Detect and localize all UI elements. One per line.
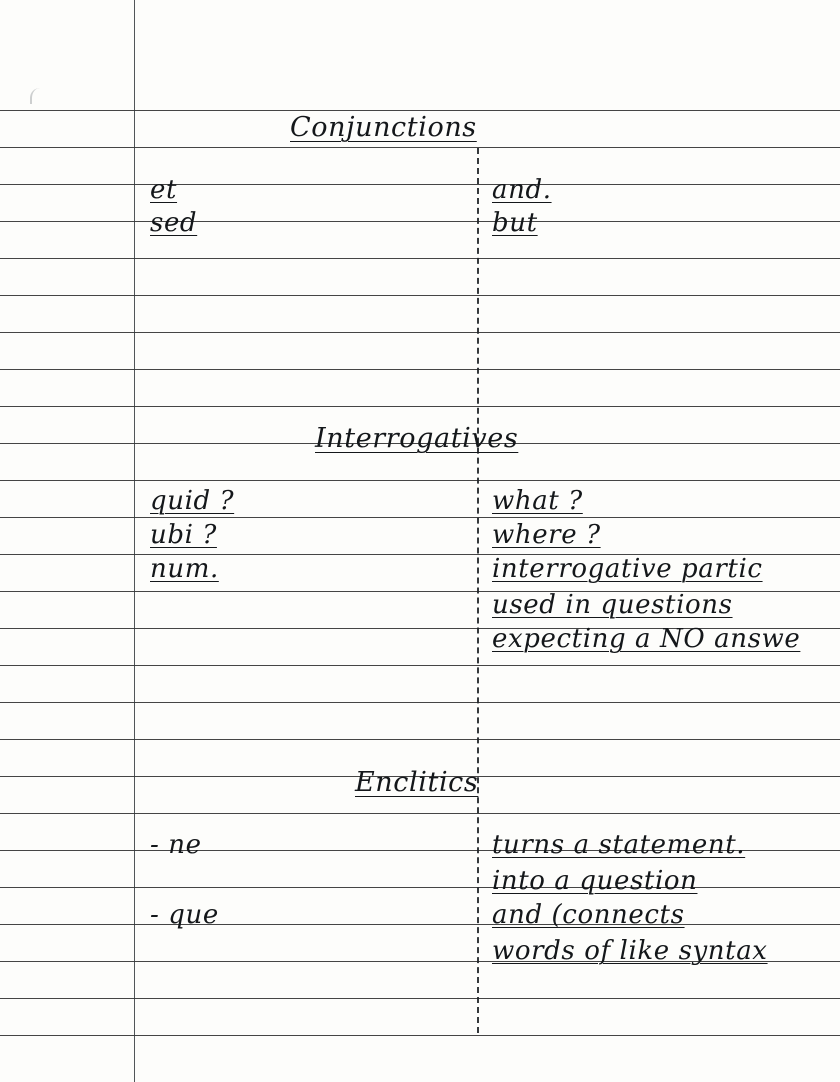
entry-english-what: what ? [492,486,583,516]
margin-rule-line [134,0,135,1082]
entry-latin-ubi: ubi ? [150,520,217,550]
rule-line [0,147,840,148]
section-title-interrogatives: Interrogatives [315,423,519,454]
entry-english-turns-statement: turns a statement. [492,830,746,860]
entry-english-expecting-no-answer: expecting a NO answe [492,624,801,654]
entry-latin-et: et [150,175,178,205]
entry-english-but: but [492,208,538,238]
rule-line [0,887,840,888]
entry-latin-que: - que [150,900,219,930]
entry-latin-num: num. [150,554,219,584]
rule-line [0,221,840,222]
entry-english-and-connects: and (connects [492,900,685,930]
rule-line [0,184,840,185]
entry-english-like-syntax: words of like syntax [492,936,768,966]
rule-line [0,110,840,111]
entry-latin-sed: sed [150,208,198,238]
rule-line [0,332,840,333]
rule-line [0,998,840,999]
rule-line [0,702,840,703]
rule-line [0,258,840,259]
section-title-enclitics: Enclitics [355,767,479,798]
entry-english-into-question: into a question [492,866,698,896]
rule-line [0,813,840,814]
rule-line [0,739,840,740]
rule-line [0,480,840,481]
entry-latin-quid: quid ? [150,486,235,516]
column-divider-line [477,148,479,1033]
rule-line [0,295,840,296]
entry-english-and: and. [492,175,552,205]
entry-latin-ne: - ne [150,830,202,860]
entry-english-interrogative-particle: interrogative partic [492,554,763,584]
rule-line [0,406,840,407]
rule-line [0,665,840,666]
rule-line [0,924,840,925]
section-title-conjunctions: Conjunctions [290,112,477,143]
entry-english-where: where ? [492,520,601,550]
rule-line [0,1035,840,1036]
paper-edge-mark [30,88,54,104]
rule-line [0,517,840,518]
rule-line [0,369,840,370]
entry-english-used-in-questions: used in questions [492,590,733,620]
